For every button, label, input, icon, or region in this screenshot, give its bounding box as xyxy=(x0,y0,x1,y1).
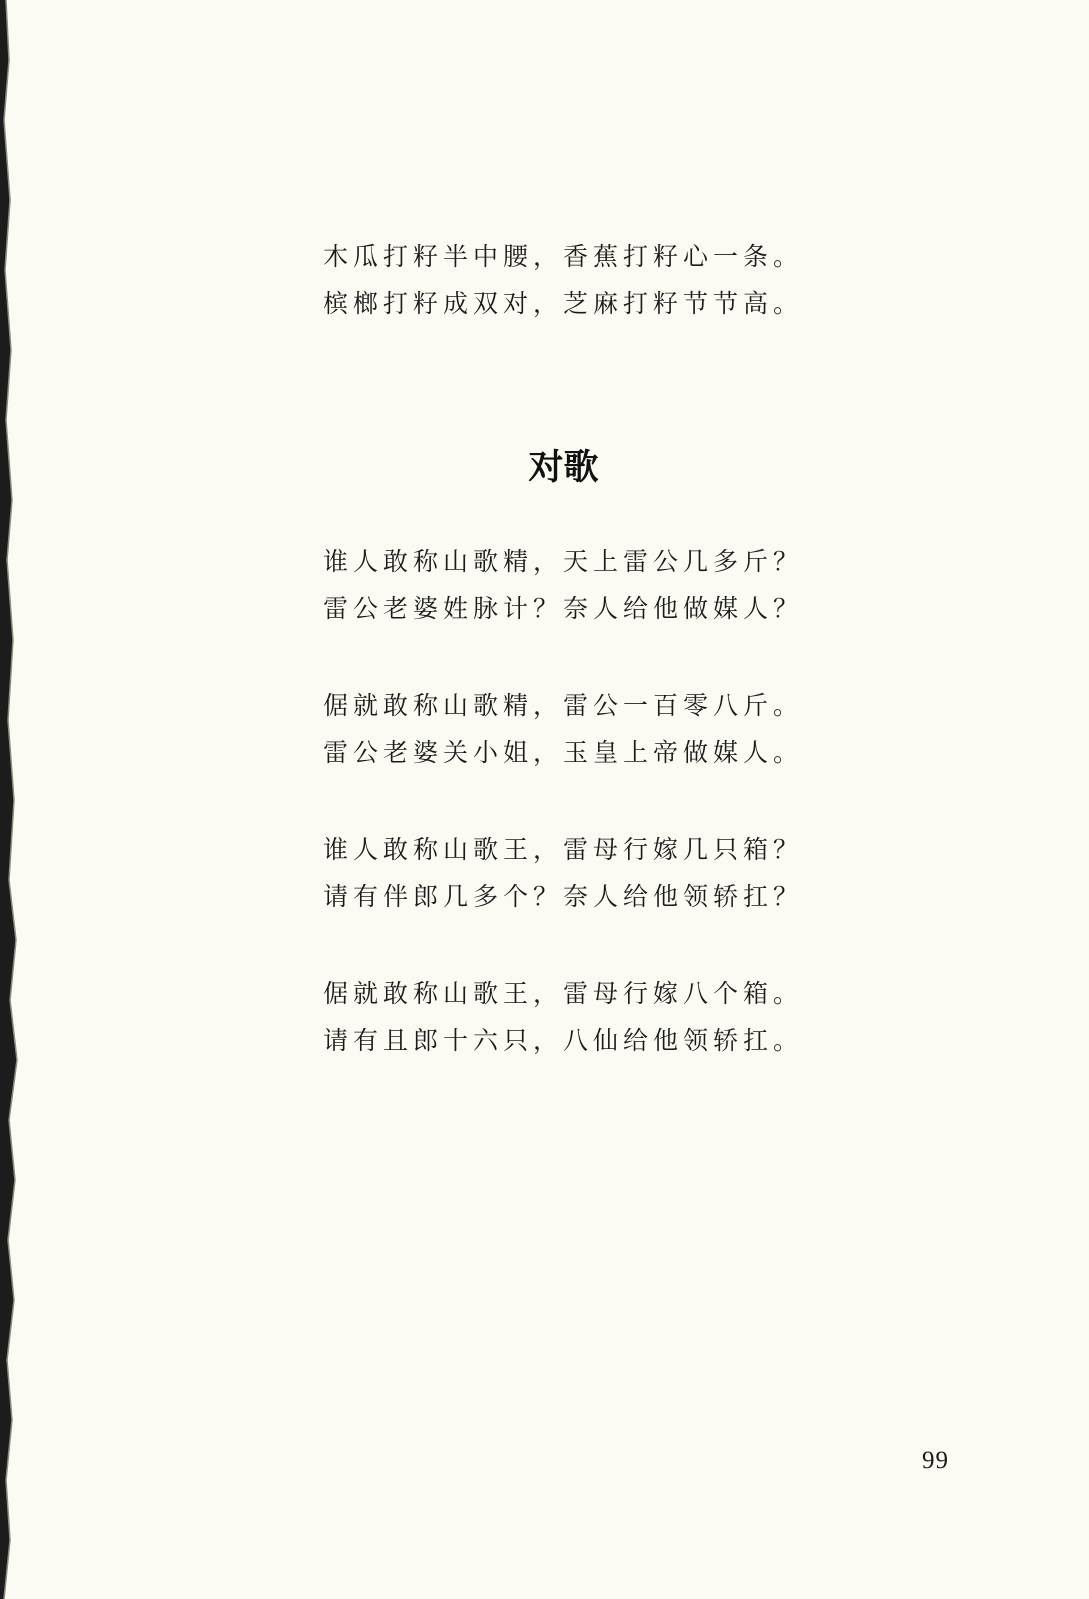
stanza-3 xyxy=(323,826,843,920)
verse-line: 雷公老婆关小姐，玉皇上帝做媒人。 xyxy=(323,738,804,767)
verse-line: 请有且郎十六只，八仙给他领轿扛。 xyxy=(323,1026,804,1055)
stanza-1 xyxy=(323,538,843,632)
verse-line: 槟榔打籽成双对，芝麻打籽节节高。 xyxy=(323,289,804,318)
stanza-intro xyxy=(323,233,843,327)
verse-line: 谁人敢称山歌精，天上雷公几多斤？ xyxy=(323,547,804,576)
verse-line: 倨就敢称山歌精，雷公一百零八斤。 xyxy=(323,691,804,720)
torn-page-edge xyxy=(0,0,26,1599)
verse-line: 木瓜打籽半中腰，香蕉打籽心一条。 xyxy=(323,242,804,271)
verse-line: 倨就敢称山歌王，雷母行嫁八个箱。 xyxy=(323,979,804,1008)
verse-line: 请有伴郎几多个？奈人给他领轿扛？ xyxy=(323,882,804,911)
page-number: 99 xyxy=(922,1447,949,1474)
stanza-4 xyxy=(323,970,843,1064)
verse-line: 谁人敢称山歌王，雷母行嫁几只箱？ xyxy=(323,835,804,864)
stanza-2 xyxy=(323,682,843,776)
section-title: 对歌 xyxy=(528,448,599,488)
verse-line: 雷公老婆姓脉计？奈人给他做媒人？ xyxy=(323,594,804,623)
